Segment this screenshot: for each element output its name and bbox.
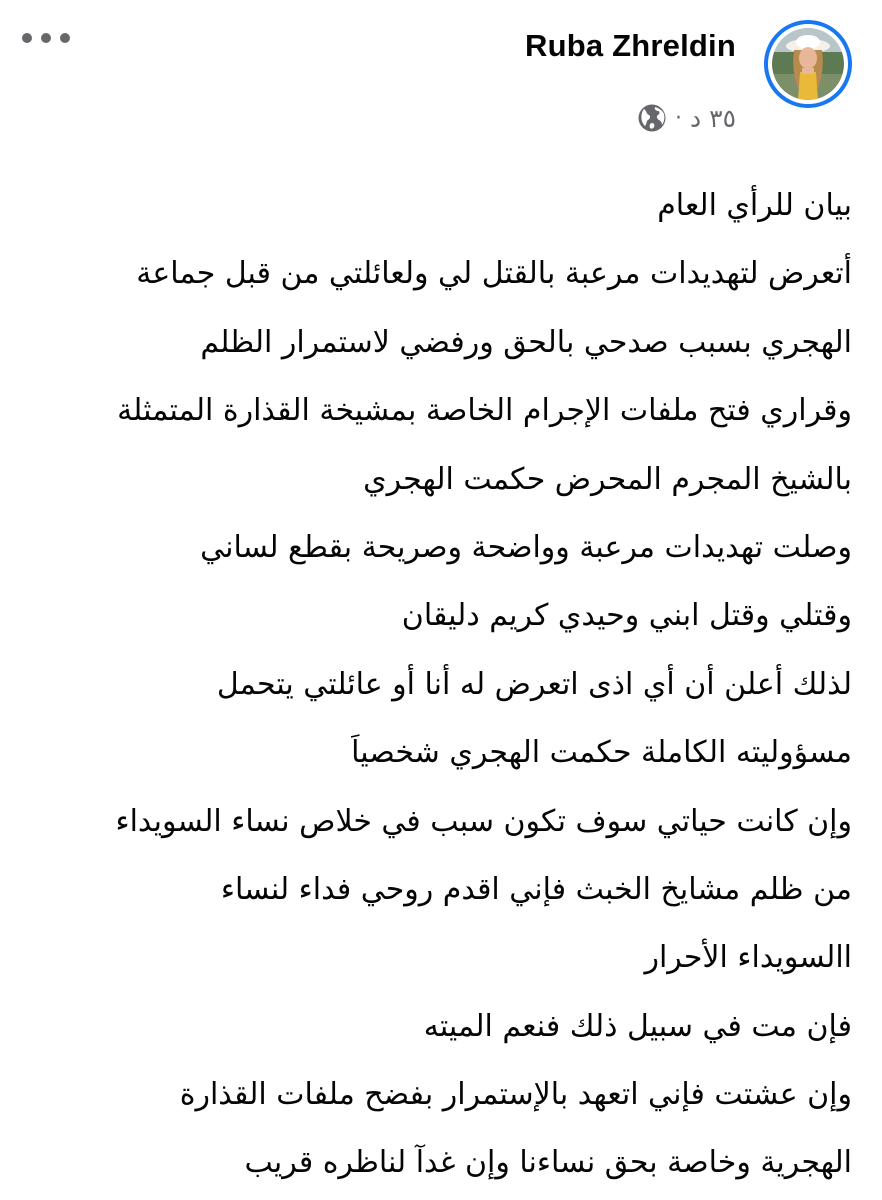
post-text [22, 172, 852, 1198]
post-timestamp[interactable]: ٣٥ د [690, 103, 736, 133]
post-text-line: وإن عشتت فإني اتعهد بالإستمرار بفضح ملفات القذارة [179, 1077, 852, 1113]
post-text-line: لذلك أعلن أن أي اذى اتعرض له أنا أو عائلتي يتحمل [216, 666, 852, 702]
avatar-photo [772, 28, 844, 100]
post-text-line: الهجرية وخاصة بحق نساءنا وإن غدآ لناظره قريب [244, 1145, 852, 1181]
post-text-line: أتعرض لتهديدات مرعبة بالقتل لي ولعائلتي من قبل جماعة [136, 256, 852, 292]
post-meta [637, 100, 736, 136]
post-text-line: االسويداء الأحرار [644, 940, 852, 976]
author-name[interactable]: Ruba Zhreldin [525, 28, 736, 63]
post-text-line: بالشيخ المجرم المحرض حكمت الهجري [363, 461, 852, 497]
post-text-line: بيان للرأي العام [657, 188, 852, 223]
more-options-button[interactable] [22, 24, 70, 52]
post-text-line: من ظلم مشايخ الخبث فإني اقدم روحي فداء لنساء [220, 871, 852, 907]
post-text-line: وقتلي وقتل ابني وحيدي كريم دليقان [401, 598, 852, 634]
post-text-line: فإن مت في سبيل ذلك فنعم الميته [423, 1008, 852, 1044]
meta-separator: · [675, 105, 683, 131]
post-text-line: وقراري فتح ملفات الإجرام الخاصة بمشيخة القذارة المتمثلة [117, 393, 852, 429]
more-dots-icon [41, 33, 51, 43]
author-avatar[interactable] [764, 20, 852, 108]
post-text-line: الهجري بسبب صدحي بالحق ورفضي لاستمرار الظلم [200, 324, 852, 360]
post-text-line: مسؤوليته الكاملة حكمت الهجري شخصياَ [351, 735, 852, 771]
more-dots-icon [22, 33, 32, 43]
globe-icon[interactable] [637, 103, 667, 133]
post-text-line: وصلت تهديدات مرعبة وواضحة وصريحة بقطع لساني [200, 529, 852, 565]
post-header [0, 0, 882, 150]
more-dots-icon [60, 33, 70, 43]
post-text-line: وإن كانت حياتي سوف تكون سبب في خلاص نساء السويداء [115, 803, 852, 839]
